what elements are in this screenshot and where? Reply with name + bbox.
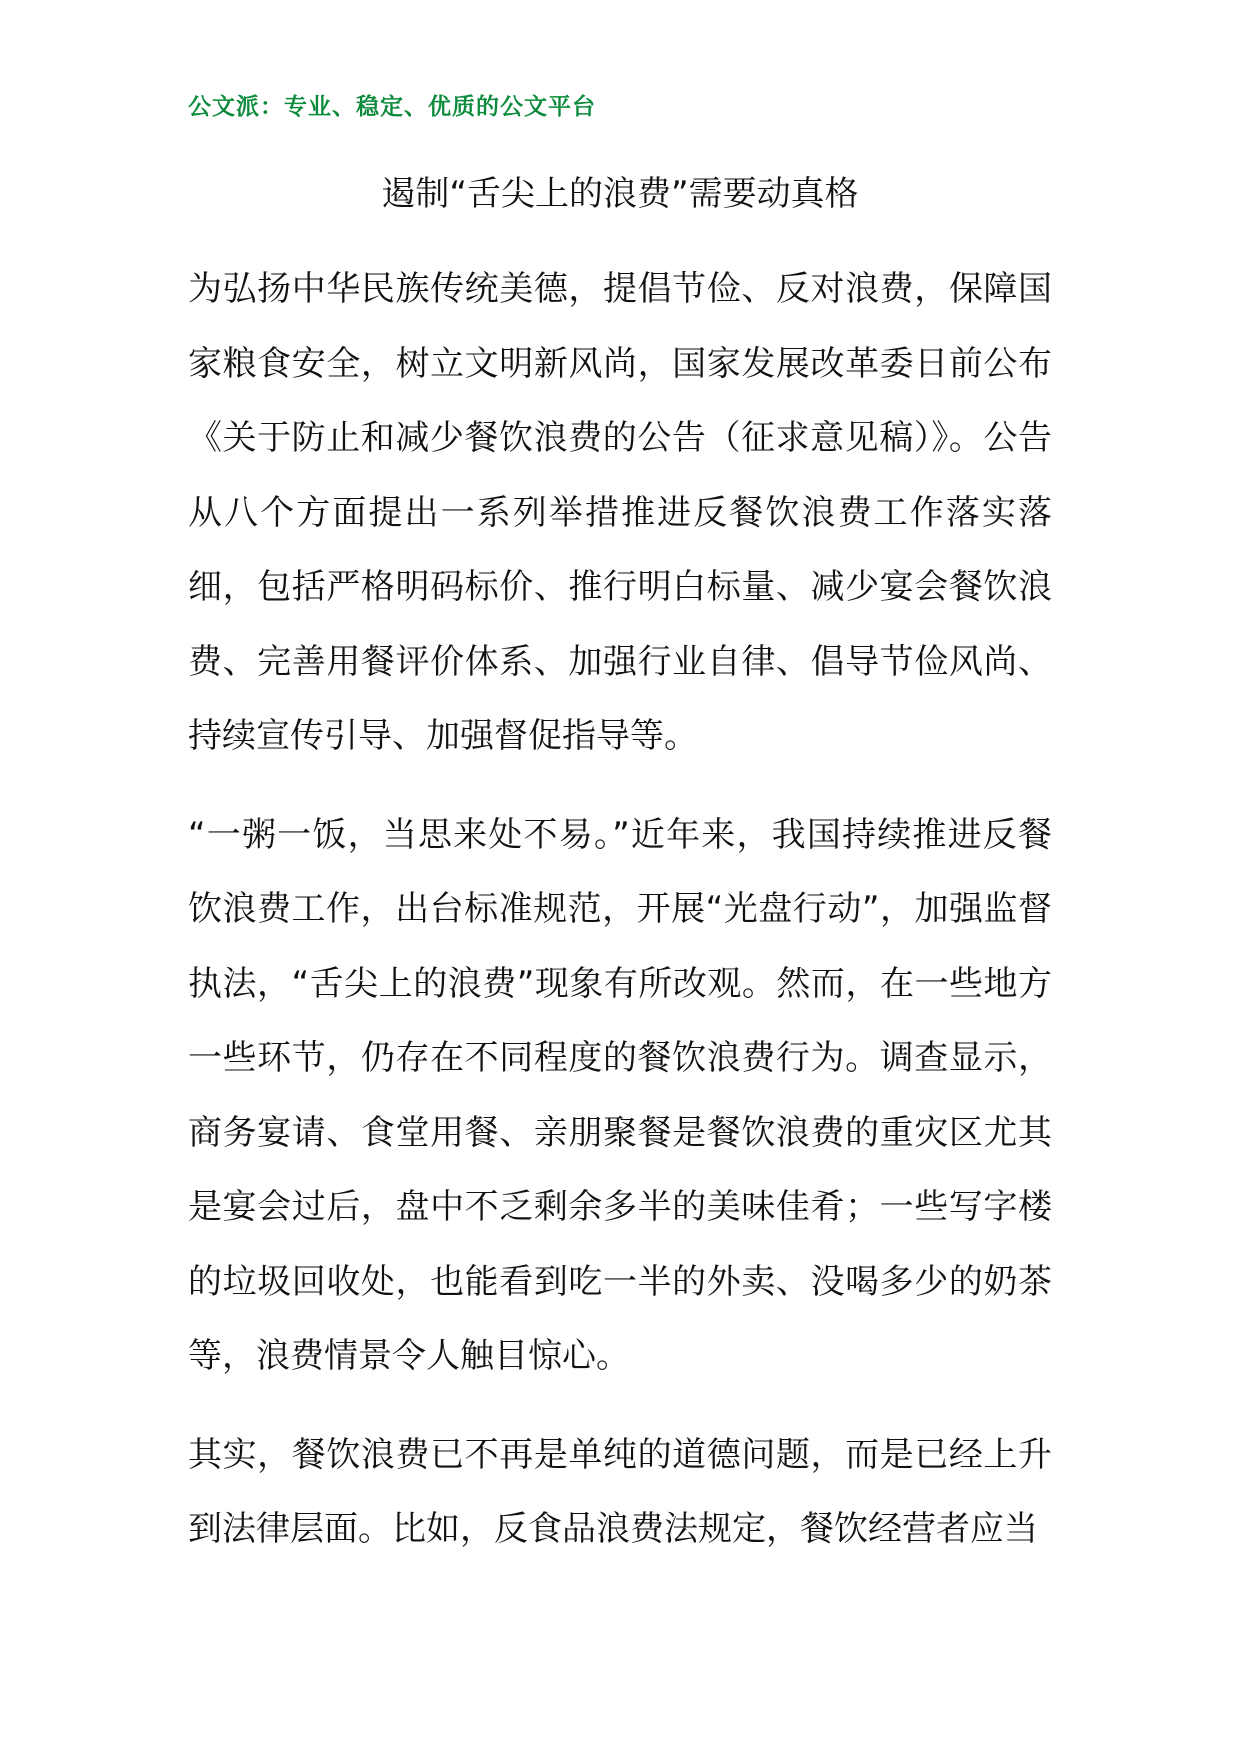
paragraph-1: 为弘扬中华民族传统美德，提倡节俭、反对浪费，保障国家粮食安全，树立文明新风尚，国家发展改革委日前公布《关于防止和减少餐饮浪费的公告（征求意见稿）》。公告从八个方面提出一系列举措推进反餐饮浪费工作落实落细，包括严格明码标价、推行明白标量、减少宴会餐饮浪费、完善用餐评价体系、加强行业自律、倡导节俭风尚、持续宣传引导、加强督促指导等。: [188, 269, 1052, 756]
header-tagline: 公文派：专业、稳定、优质的公文平台: [188, 93, 596, 120]
document-body: [188, 252, 1052, 1567]
document-title: 遏制“舌尖上的浪费”需要动真格: [381, 174, 859, 214]
paragraph-2: “一粥一饭，当思来处不易。”近年来，我国持续推进反餐饮浪费工作，出台标准规范，开展“光盘行动”，加强监督执法，“舌尖上的浪费”现象有所改观。然而，在一些地方一些环节，仍存在不同程度的餐饮浪费行为。调查显示，商务宴请、食堂用餐、亲朋聚餐是餐饮浪费的重灾区尤其是宴会过后，盘中不乏剩余多半的美味佳肴；一些写字楼的垃圾回收处，也能看到吃一半的外卖、没喝多少的奶茶等，浪费情景令人触目惊心。: [188, 814, 1052, 1376]
paragraph-3: 其实，餐饮浪费已不再是单纯的道德问题，而是已经上升到法律层面。比如，反食品浪费法规定，餐饮经营者应当: [188, 1434, 1052, 1549]
